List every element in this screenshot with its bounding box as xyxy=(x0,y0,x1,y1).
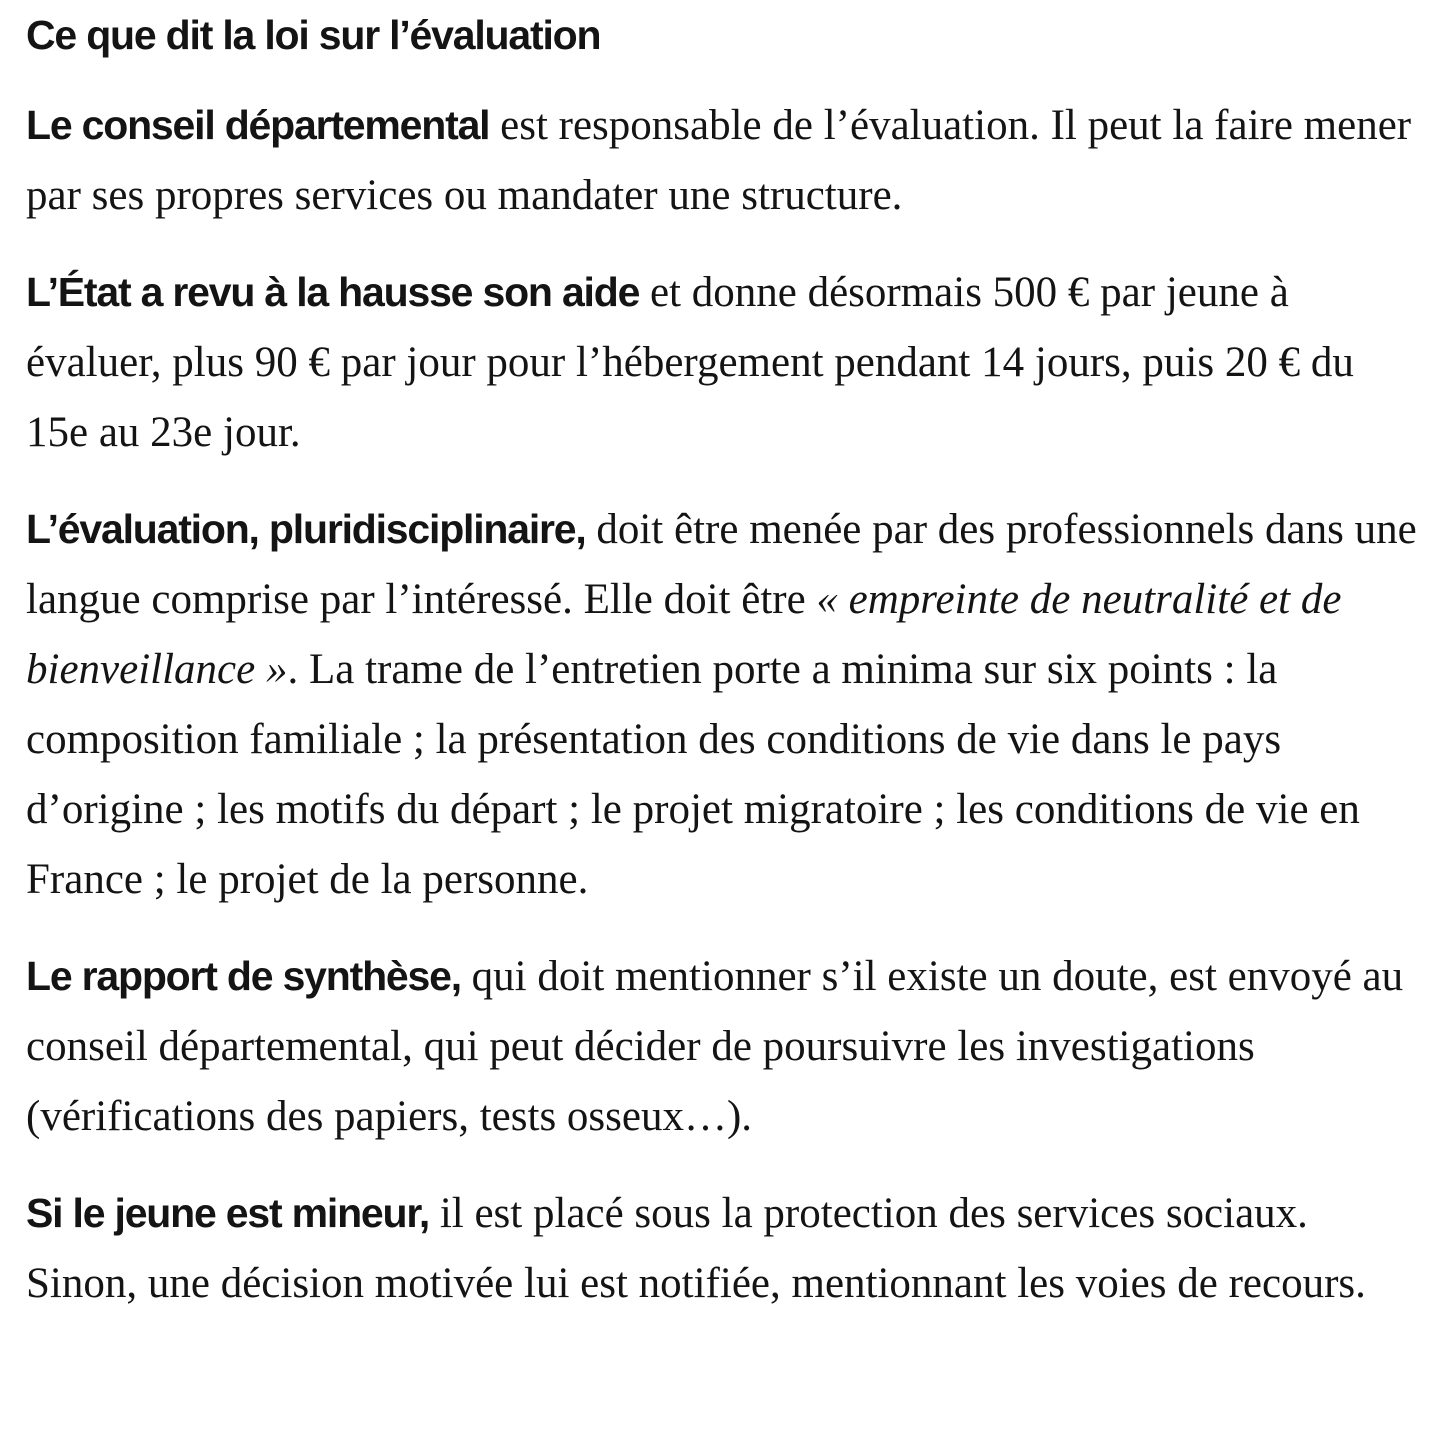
paragraph-text: est responsable de l’évaluation. Il peut la faire mener par ses propres services ou mandater une structure. xyxy=(26,102,1412,219)
paragraph-text: il est placé sous la protection des services sociaux. Sinon, une décision motivée lui est notifiée, mentionnant les voies de recours. xyxy=(26,1190,1366,1307)
paragraph-lead: Le rapport de synthèse, xyxy=(26,953,461,999)
paragraph-evaluation xyxy=(26,494,1426,915)
paragraph-lead: Le conseil départemental xyxy=(26,102,490,148)
paragraph-quote: « empreinte de neutralité et de bienveillance » xyxy=(26,576,1342,693)
paragraph-conseil xyxy=(26,90,1426,231)
paragraph-text: doit être menée par des professionnels dans une langue comprise par l’intéressé. Elle doit être xyxy=(26,506,1417,623)
paragraph-text-continued: . La trame de l’entretien porte a minima sur six points : la composition familiale ; la présentation des conditions de vie dans le pays d’origine ; les motifs du départ ; le projet migratoire ; les conditions de vie en France ; le projet de la personne. xyxy=(26,646,1360,903)
paragraph-text: qui doit mentionner s’il existe un doute, est envoyé au conseil départemental, qui peut décider de poursuivre les investigations (vérifications des papiers, tests osseux…). xyxy=(26,953,1404,1140)
paragraph-etat-aide xyxy=(26,257,1426,468)
section-heading: Ce que dit la loi sur l’évaluation xyxy=(26,12,601,58)
paragraph-lead: Si le jeune est mineur, xyxy=(26,1190,430,1236)
paragraph-text: et donne désormais 500 € par jeune à évaluer, plus 90 € par jour pour l’hébergement pendant 14 jours, puis 20 € du 15e au 23e jour. xyxy=(26,269,1354,456)
paragraph-lead: L’État a revu à la hausse son aide xyxy=(26,269,640,315)
paragraph-lead: L’évaluation, pluridisciplinaire, xyxy=(26,506,586,552)
paragraph-mineur xyxy=(26,1178,1426,1319)
article xyxy=(26,4,1426,1345)
paragraph-rapport xyxy=(26,941,1426,1152)
